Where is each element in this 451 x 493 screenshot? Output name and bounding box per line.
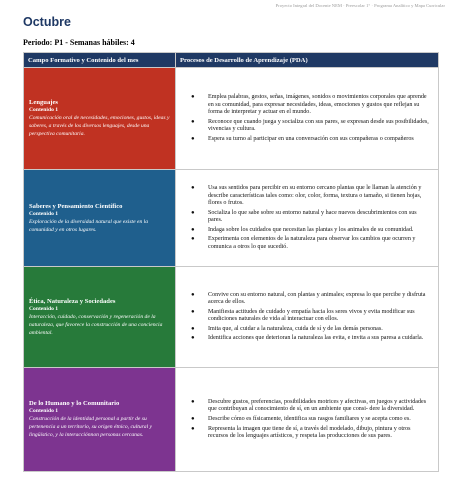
col-header-field: Campo Formativo y Contenido del mes — [24, 53, 176, 68]
bullet-icon: ● — [191, 185, 195, 192]
month-title: Octubre — [23, 15, 71, 29]
field-cell-saberes — [24, 170, 176, 267]
pda-list — [191, 94, 432, 142]
bullet-icon: ● — [191, 94, 195, 101]
field-cell-humano — [24, 368, 176, 472]
pda-list — [191, 399, 432, 440]
pda-text: Convive con su entorno natural, con plantas y animales; expresa lo que percibe y disfruta acerca de ellos. — [208, 291, 426, 305]
pda-item — [191, 185, 432, 207]
content-description: Exploración de la diversidad natural que existe en la comunidad y en otros lugares. — [29, 218, 148, 233]
content-description: Comunicación oral de necesidades, emociones, gustos, ideas y saberes, a través de los diversos lenguajes, desde una perspectiva comunitaria. — [29, 115, 170, 137]
pda-text: Manifiesta actitudes de cuidado y empatía hacia los seres vivos y evita modificar sus condiciones naturales de vida al interactuar con ellos. — [208, 308, 415, 322]
bullet-icon: ● — [191, 415, 195, 422]
pda-item — [191, 94, 432, 116]
field-title: De lo Humano y lo Comunitario — [29, 400, 120, 407]
bullet-icon: ● — [191, 325, 195, 332]
pda-cell — [176, 267, 439, 368]
pda-text: Descubre gustos, preferencias, posibilidades motrices y afectivas, en juegos y actividades que contribuyan al conocimiento de sí, en un ambiente que consi- dere la diversidad. — [208, 398, 427, 413]
pda-text: Espera su turno al participar en una conversación con sus compañeras o compañeros — [208, 135, 414, 142]
table-row — [24, 68, 439, 170]
field-title: Saberes y Pensamiento Científico — [29, 202, 123, 210]
pda-table — [23, 52, 439, 472]
bullet-icon: ● — [191, 118, 195, 125]
pda-item — [191, 119, 432, 133]
bullet-icon: ● — [191, 398, 195, 405]
pda-item — [191, 292, 432, 306]
pda-list — [191, 185, 432, 250]
pda-item — [191, 210, 432, 224]
pda-cell — [176, 170, 439, 267]
bullet-icon: ● — [191, 335, 195, 342]
pda-text: Representa la imagen que tiene de sí, a través del modelado, dibujo, pintura y otros recursos de los lenguajes artísticos, y respeta las producciones de sus pares. — [208, 425, 411, 439]
pda-list — [191, 292, 432, 343]
content-label: Contenido 1 — [29, 408, 59, 414]
pda-item — [191, 416, 432, 423]
pda-item — [191, 335, 432, 342]
pda-item — [191, 309, 432, 323]
table-row — [24, 368, 439, 472]
pda-text: Usa sus sentidos para percibir en su entorno cercano plantas que le llaman la atención y describe características tales como: olor, color, forma, textura o tamaño, si tienen hojas, flores o frutos. — [208, 185, 422, 206]
pda-text: Identifica acciones que deterioran la naturaleza las evita, e invita a sus paresa a cuidarla. — [208, 335, 424, 342]
bullet-icon: ● — [191, 236, 195, 243]
table-row — [24, 267, 439, 368]
pda-cell — [176, 368, 439, 472]
pda-cell — [176, 68, 439, 170]
field-title: Lenguajes — [29, 99, 58, 106]
bullet-icon: ● — [191, 209, 195, 216]
field-cell-etica — [24, 267, 176, 368]
pda-text: Socializa lo que sabe sobre su entorno natural y hace nuevos descubrimientos con sus pares. — [208, 209, 417, 223]
col-header-pda: Procesos de Desarrollo de Aprendizaje (PDA) — [176, 53, 439, 68]
pda-text: Emplea palabras, gestos, señas, imágenes, sonidos o movimientos corporales que aprende en su comunidad, para expresar necesidades, ideas, emociones y gustos que reflejan su forma de interpretar y actuar en el mundo. — [208, 94, 427, 115]
document-header-note: Proyecto Integral del Docente NEM · Preescolar 1° · Programa Analítico y Mapa Curricular — [275, 3, 445, 8]
pda-item — [191, 426, 432, 440]
pda-text: Describe cómo es físicamente, identifica sus rasgos familiares y se acepta como es. — [208, 415, 411, 422]
pda-item — [191, 136, 432, 143]
field-title: Ética, Naturaleza y Sociedades — [29, 297, 116, 305]
pda-text: Imita que, al cuidar a la naturaleza, cuida de sí y de las demás personas. — [208, 325, 383, 332]
pda-text: Experimenta con elementos de la naturaleza para observar los cambios que ocurren y comunica a otros lo que sucedió. — [208, 236, 416, 250]
bullet-icon: ● — [191, 226, 195, 233]
pda-text: Indaga sobre los cuidados que necesitan las plantas y los animales de su comunidad. — [208, 226, 414, 233]
bullet-icon: ● — [191, 425, 195, 432]
content-description: Construcción de la identidad personal a partir de su pertenencia a un territorio, su origen étnico, cultural y lingüístico, y la interacciónnon personas cercanas. — [29, 416, 153, 438]
pda-item — [191, 326, 432, 333]
content-label: Contenido 1 — [29, 305, 59, 312]
bullet-icon: ● — [191, 308, 195, 315]
table-row — [24, 170, 439, 267]
table-header-row — [24, 53, 439, 68]
field-cell-lenguajes — [24, 68, 176, 170]
pda-item — [191, 227, 432, 234]
pda-item — [191, 399, 432, 413]
pda-text: Reconoce que cuando juega y socializa con sus pares, se expresan desde sus posibilidades, vivencias y cultura. — [208, 118, 429, 132]
bullet-icon: ● — [191, 135, 195, 142]
bullet-icon: ● — [191, 291, 195, 298]
content-label: Contenido 1 — [29, 107, 59, 113]
pda-item — [191, 236, 432, 250]
content-description: Interacción, cuidado, conservación y regeneración de la naturaleza, que favorece la construcción de una conciencia ambiental. — [29, 313, 163, 336]
content-label: Contenido 1 — [29, 210, 59, 217]
period-info: Periodo: P1 - Semanas hábiles: 4 — [23, 38, 135, 47]
